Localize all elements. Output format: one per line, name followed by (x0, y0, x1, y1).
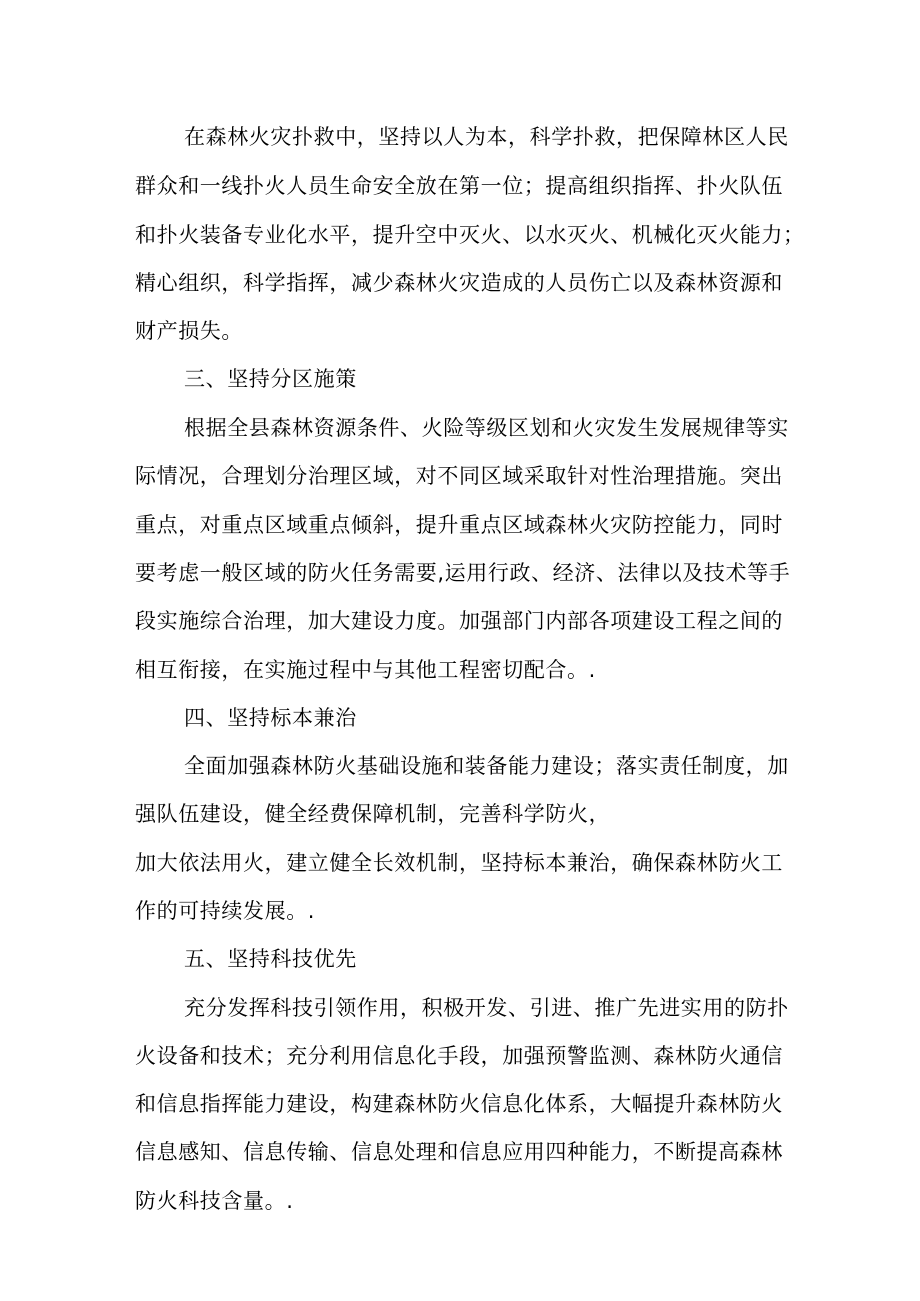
section-heading-4: 四、坚持标本兼治 (184, 706, 357, 730)
paragraph-line: 群众和一线扑火人员生命安全放在第一位；提高组织指挥、扑火队伍 (135, 174, 783, 198)
paragraph-line: 要考虑一般区域的防火任务需要,运用行政、经济、法律以及技术等手 (135, 561, 791, 585)
section-heading-3: 三、坚持分区施策 (184, 367, 357, 391)
paragraph-line: 相互衔接，在实施过程中与其他工程密切配合。. (135, 658, 596, 682)
paragraph-line: 强队伍建设，健全经费保障机制，完善科学防火， (135, 802, 611, 826)
paragraph-line: 加大依法用火，建立健全长效机制，坚持标本兼治，确保森林防火工 (135, 851, 783, 875)
paragraph-line: 段实施综合治理，加大建设力度。加强部门内部各项建设工程之间的 (135, 609, 783, 633)
paragraph-line: 火设备和技术；充分利用信息化手段，加强预警监测、森林防火通信 (135, 1044, 783, 1068)
paragraph-line: 防火科技含量。. (135, 1189, 294, 1213)
paragraph-line: 和扑火装备专业化水平，提升空中灭火、以水灭火、机械化灭火能力； (135, 223, 805, 247)
paragraph-line: 充分发挥科技引领作用，积极开发、引进、推广先进实用的防扑 (184, 996, 789, 1020)
paragraph-line: 财产损失。 (135, 319, 243, 343)
paragraph-line: 全面加强森林防火基础设施和装备能力建设；落实责任制度，加 (184, 754, 789, 778)
paragraph-line: 信息感知、信息传输、信息处理和信息应用四种能力，不断提高森林 (135, 1140, 783, 1164)
section-heading-5: 五、坚持科技优先 (184, 947, 357, 971)
paragraph-line: 际情况，合理划分治理区域，对不同区域采取针对性治理措施。突出 (135, 464, 783, 488)
paragraph-line: 根据全县森林资源条件、火险等级区划和火灾发生发展规律等实 (184, 416, 789, 440)
paragraph-line: 精心组织，科学指挥，减少森林火灾造成的人员伤亡以及森林资源和 (135, 271, 783, 295)
paragraph-line: 作的可持续发展。. (135, 899, 316, 923)
paragraph-line: 重点，对重点区域重点倾斜，提升重点区域森林火灾防控能力，同时 (135, 513, 783, 537)
paragraph-line: 和信息指挥能力建设，构建森林防火信息化体系，大幅提升森林防火 (135, 1092, 783, 1116)
paragraph-line: 在森林火灾扑救中，坚持以人为本，科学扑救，把保障林区人民 (184, 125, 789, 149)
